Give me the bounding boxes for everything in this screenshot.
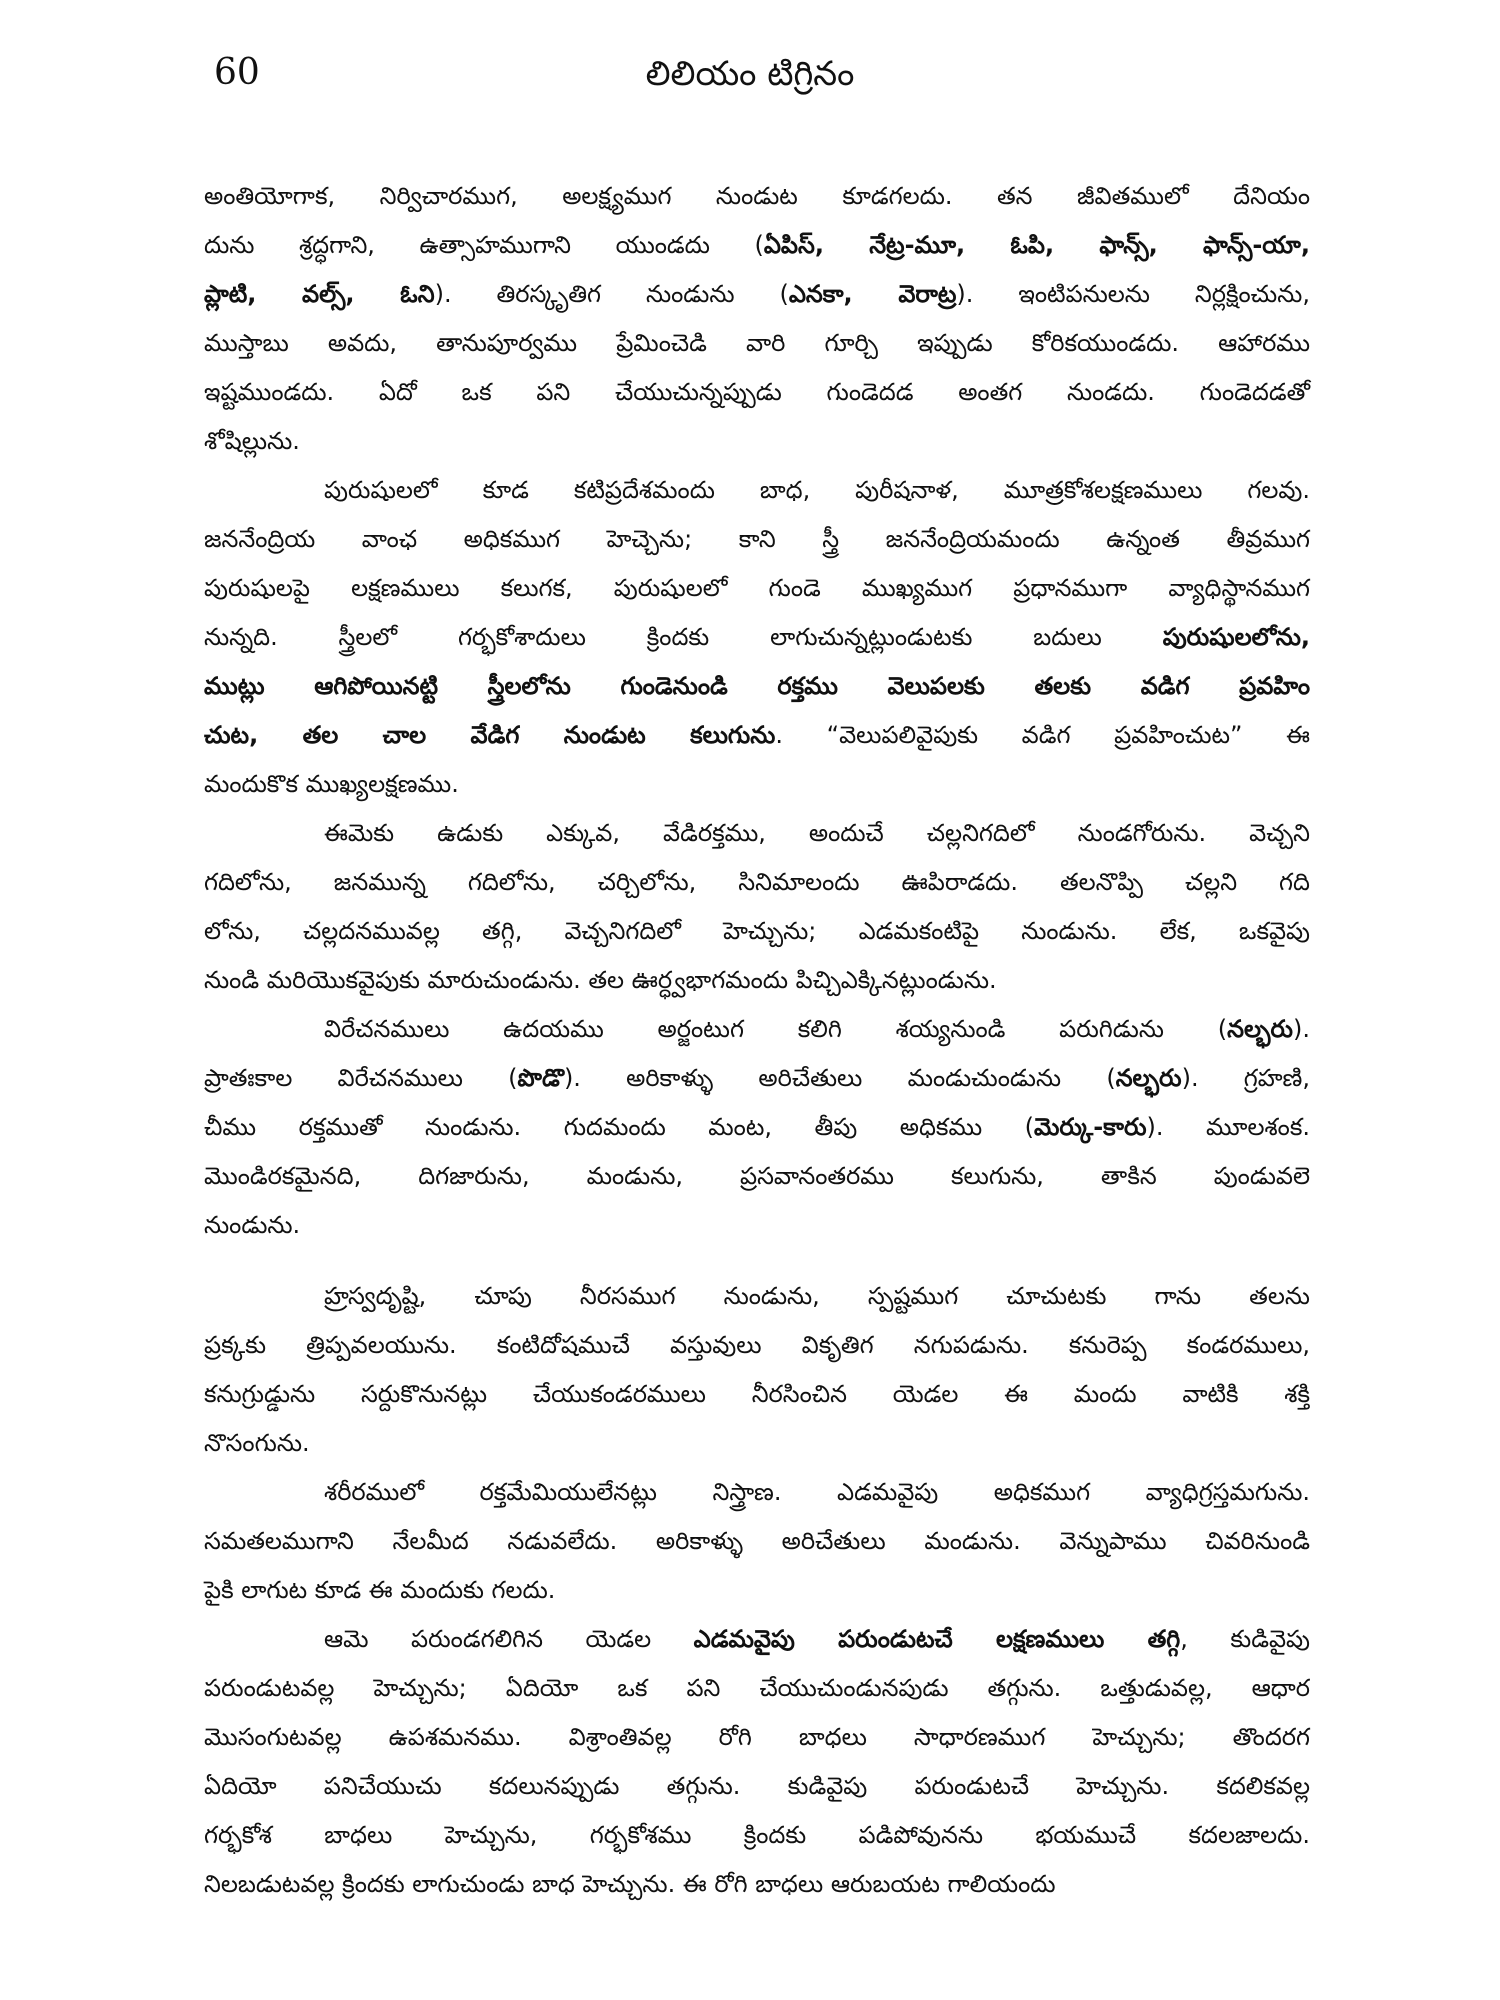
text-run: గర్భకోశ బాధలు హెచ్చును, గర్భకోశము క్రిందకు పడిపోవునను భయముచే కదలజాలదు. (204, 1821, 1310, 1849)
paragraph (204, 809, 1310, 1005)
page-number: 60 (214, 52, 260, 93)
text-run: , కుడివైపు (1180, 1625, 1310, 1653)
bold-text: నల్భరు (1227, 1015, 1293, 1043)
text-run: చీము రక్తముతో నుండును. గుదమందు మంట, తీపు అధికము ( (204, 1113, 1035, 1141)
bold-text: మెర్కు-కారు (1034, 1113, 1147, 1141)
text-line (204, 417, 1310, 466)
text-run: ప్రాతఃకాల విరేచనములు ( (204, 1064, 518, 1092)
text-run: ప్రక్కకు త్రిప్పవలయును. కంటిదోషముచే వస్తువులు వికృతిగ నగుపడును. కనురెప్ప కండరములు, (204, 1331, 1310, 1359)
text-run: లోను, చల్లదనమువల్ల తగ్గి, వెచ్చనిగదిలో హెచ్చును; ఎడమకంటిపై నుండును. లేక, ఒకవైపు (204, 917, 1310, 945)
text-line (204, 1860, 1310, 1909)
text-run: మందుకొక ముఖ్యలక్షణము. (204, 770, 459, 798)
text-line (204, 368, 1310, 417)
text-line (204, 1664, 1310, 1713)
text-run: గదిలోను, జనమున్న గదిలోను, చర్చిలోను, సినిమాలందు ఊపిరాడదు. తలనొప్పి చల్లని గది (204, 868, 1310, 896)
text-line (204, 1615, 1310, 1664)
text-run: ). మూలశంక. (1146, 1113, 1310, 1141)
bold-text: ముట్లు ఆగిపోయినట్టి స్త్రీలలోను గుండెనుండి రక్తము వెలుపలకు తలకు వడిగ ప్రవహిం (204, 672, 1310, 700)
text-run: సమతలముగాని నేలమీద నడువలేదు. అరికాళ్ళు అరిచేతులు మండును. వెన్నుపాము చివరినుండి (204, 1527, 1310, 1555)
text-line (204, 1419, 1310, 1468)
paragraph (204, 1615, 1310, 1909)
text-line (204, 564, 1310, 613)
text-line (204, 956, 1310, 1005)
paragraph (204, 466, 1310, 809)
bold-text: ఎడమవైపు పరుండుటచే లక్షణములు తగ్గి (693, 1625, 1181, 1653)
bold-text: ఏపిస్, నేట్ర-మూ, ఓపి, ఫాన్స్, ఫాన్స్-యా, (763, 231, 1310, 259)
text-run: శోషిల్లును. (204, 427, 300, 455)
text-run: . “వెలుపలివైపుకు వడిగ ప్రవహించుట” ఈ (775, 721, 1311, 749)
text-run: మొసంగుటవల్ల ఉపశమనము. విశ్రాంతివల్ల రోగి బాధలు సాధారణముగ హెచ్చును; తొందరగ (204, 1723, 1310, 1751)
paragraph (204, 1272, 1310, 1468)
bold-text: పొడొ (517, 1064, 564, 1092)
text-run: ). తిరస్కృతిగ నుండును ( (434, 280, 789, 308)
text-line (204, 1713, 1310, 1762)
text-run: ). అరికాళ్ళు అరిచేతులు మండుచుండును ( (563, 1064, 1116, 1092)
text-line (204, 711, 1310, 760)
text-run: దును శ్రద్ధగాని, ఉత్సాహముగాని యుండదు ( (204, 231, 764, 259)
paragraph (204, 172, 1310, 466)
text-line (204, 1762, 1310, 1811)
text-line (204, 809, 1310, 858)
text-run: మొండిరకమైనది, దిగజారును, మండును, ప్రసవానంతరము కలుగును, తాకిన పుండువలె (204, 1162, 1310, 1190)
text-line (204, 221, 1310, 270)
text-line (204, 1468, 1310, 1517)
bold-text: ప్లాటి, వల్స్, ఓని (204, 280, 435, 308)
text-run: అంతియోగాక, నిర్విచారముగ, అలక్ష్యముగ నుండుట కూడగలదు. తన జీవితములో దేనియం (204, 182, 1310, 210)
text-line (204, 270, 1310, 319)
text-line (204, 1103, 1310, 1152)
text-run: జననేంద్రియ వాంఛ అధికముగ హెచ్చెను; కాని స్త్రీ జననేంద్రియమందు ఉన్నంత తీవ్రముగ (204, 525, 1310, 553)
page-header (200, 52, 1300, 112)
text-line (204, 1321, 1310, 1370)
text-line (204, 1811, 1310, 1860)
text-run: ముస్తాబు అవదు, తానుపూర్వము ప్రేమించెడి వారి గూర్చి ఇప్పుడు కోరికయుండదు. ఆహారము (204, 329, 1310, 357)
text-run: ఈమెకు ఉడుకు ఎక్కువ, వేడిరక్తము, అందుచే చల్లనిగదిలో నుండగోరును. వెచ్చని (324, 819, 1310, 847)
text-run: పురుషులపై లక్షణములు కలుగక, పురుషులలో గుండె ముఖ్యముగ ప్రధానముగా వ్యాధిస్థానముగ (204, 574, 1310, 602)
bold-text: ఎనకా, వెరాట్ర (788, 280, 957, 308)
text-line (204, 662, 1310, 711)
paragraph (204, 1468, 1310, 1615)
text-run: ). (1293, 1015, 1310, 1043)
bold-text: పురుషులలోను, (1162, 623, 1310, 651)
text-run: నొసంగును. (204, 1429, 310, 1457)
running-title: లిలియం టిగ్రినం (645, 54, 855, 94)
text-line (204, 1370, 1310, 1419)
text-run: నిలబడుటవల్ల క్రిందకు లాగుచుండు బాధ హెచ్చును. ఈ రోగి బాధలు ఆరుబయట గాలియందు (204, 1870, 1056, 1898)
text-run: కనుగ్రుడ్డును సర్దుకొనునట్లు చేయుకండరములు నీరసించిన యెడల ఈ మందు వాటికి శక్తి (204, 1380, 1310, 1408)
text-line (204, 1272, 1310, 1321)
text-run: ). ఇంటిపనులను నిర్లక్షించును, (956, 280, 1310, 308)
text-run: ). గ్రహణి, (1181, 1064, 1311, 1092)
text-run: ఏదియో పనిచేయుచు కదలునప్పుడు తగ్గును. కుడివైపు పరుండుటచే హెచ్చును. కదలికవల్ల (204, 1772, 1310, 1800)
text-run: శరీరములో రక్తమేమియులేనట్లు నిస్త్రాణ. ఎడమవైపు అధికముగ వ్యాధిగ్రస్తమగును. (324, 1478, 1310, 1506)
text-line (204, 760, 1310, 809)
text-run: నుండును. (204, 1211, 301, 1239)
text-run: పైకి లాగుట కూడ ఈ మందుకు గలదు. (204, 1576, 556, 1604)
body-text (204, 172, 1310, 1909)
text-run: నుండి మరియొకవైపుకు మారుచుండును. తల ఊర్ధ్వభాగమందు పిచ్చిఎక్కినట్లుండును. (204, 966, 997, 994)
text-line (204, 1152, 1310, 1201)
text-line (204, 1517, 1310, 1566)
text-line (204, 613, 1310, 662)
text-line (204, 466, 1310, 515)
text-line (204, 858, 1310, 907)
text-line (204, 515, 1310, 564)
text-line (204, 907, 1310, 956)
text-run: ఆమె పరుండగలిగిన యెడల (324, 1625, 694, 1653)
bold-text: నల్భరు (1115, 1064, 1182, 1092)
text-line (204, 1005, 1310, 1054)
text-run: హ్రస్వదృష్టి, చూపు నీరసముగ నుండును, స్పష్టముగ చూచుటకు గాను తలను (324, 1282, 1310, 1310)
paragraph (204, 1005, 1310, 1250)
text-run: పరుండుటవల్ల హెచ్చును; ఏదియో ఒక పని చేయుచుండునపుడు తగ్గును. ఒత్తుడువల్ల, ఆధార (204, 1674, 1310, 1702)
text-line (204, 1201, 1310, 1250)
text-run: విరేచనములు ఉదయము అర్జంటుగ కలిగి శయ్యనుండి పరుగిడును ( (324, 1015, 1228, 1043)
text-line (204, 172, 1310, 221)
text-run: ఇష్టముండదు. ఏదో ఒక పని చేయుచున్నప్పుడు గుండెదడ అంతగ నుండదు. గుండెదడతో (204, 378, 1310, 406)
text-line (204, 1566, 1310, 1615)
bold-text: చుట, తల చాల వేడిగ నుండుట కలుగును (204, 721, 776, 749)
text-run: నున్నది. స్త్రీలలో గర్భకోశాదులు క్రిందకు లాగుచున్నట్లుండుటకు బదులు (204, 623, 1163, 651)
text-line (204, 319, 1310, 368)
text-line (204, 1054, 1310, 1103)
text-run: పురుషులలో కూడ కటిప్రదేశమందు బాధ, పురీషనాళ, మూత్రకోశలక్షణములు గలవు. (324, 476, 1310, 504)
